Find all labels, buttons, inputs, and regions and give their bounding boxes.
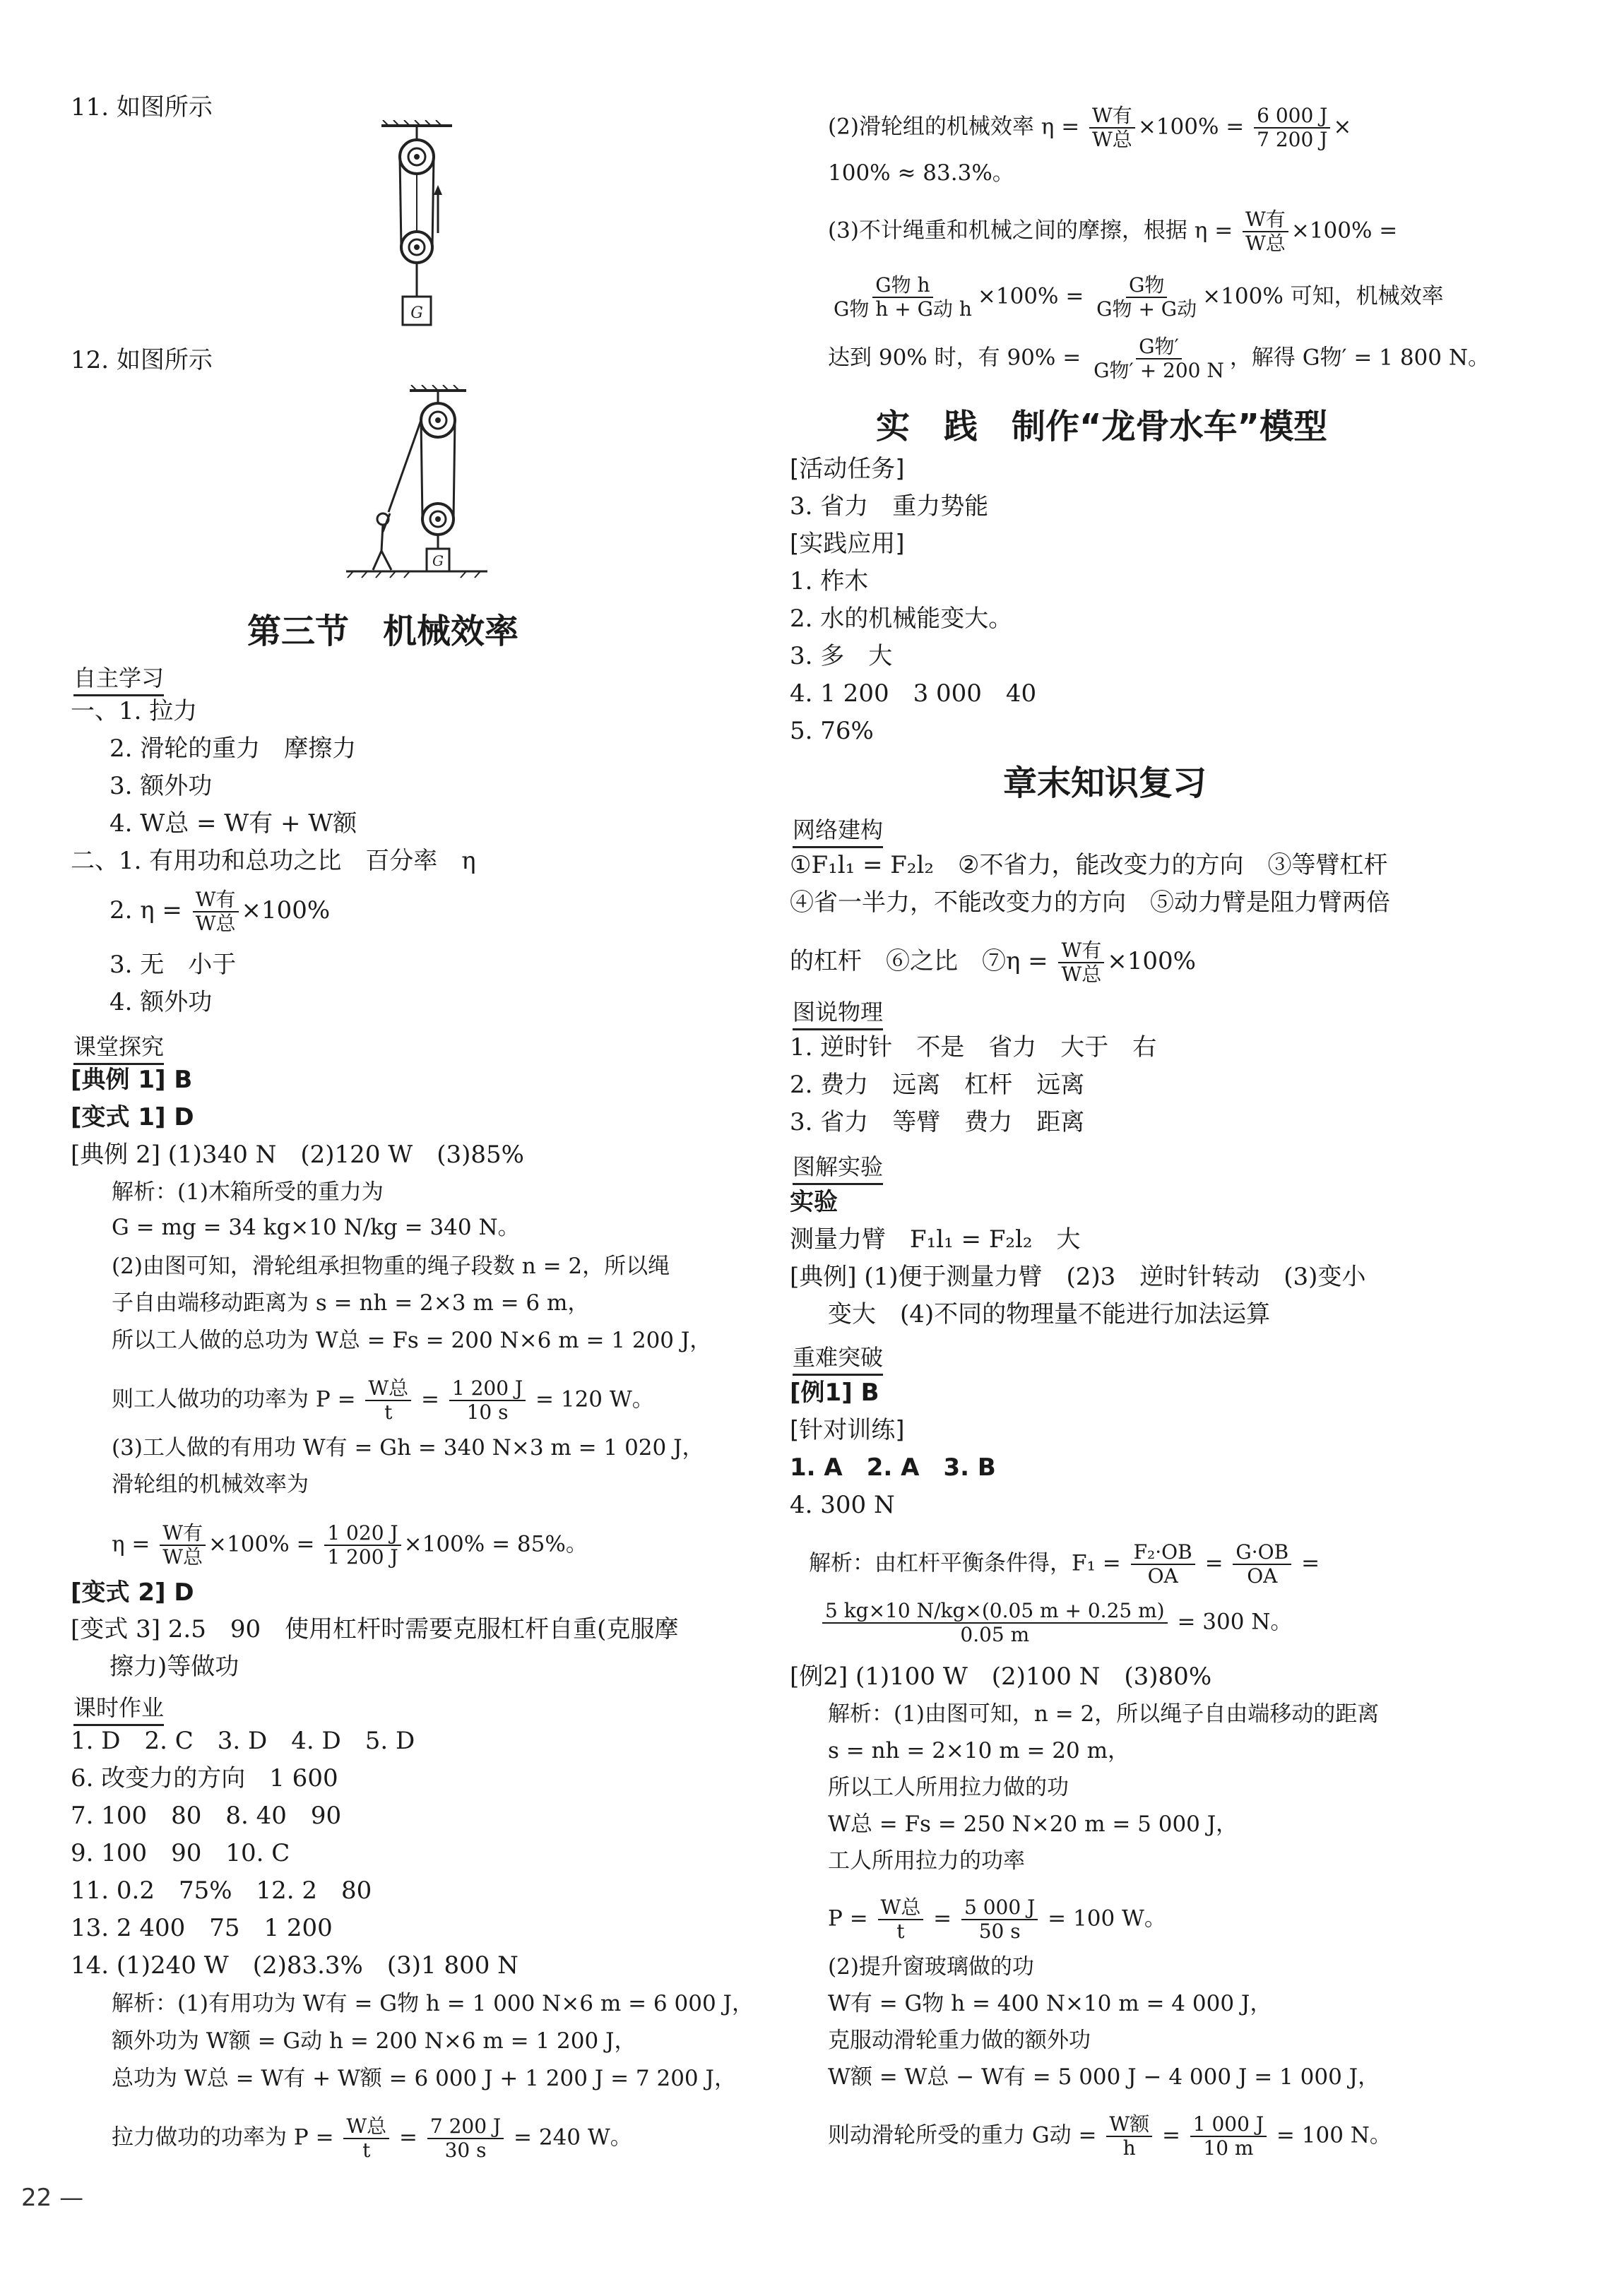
formula-line: 达到 90% 时，有 90% = $\frac{\text{G物′}}{\text{G物′ + 200 N}}$ ，解得 G物′ = 1 800 N。 [828, 335, 1490, 382]
line: 1. 逆时针 不是 省力 大于 右 [790, 1033, 1157, 1061]
line: 滑轮组的机械效率为 [112, 1472, 309, 1497]
line: 4. W总 = W有 + W额 [109, 809, 357, 838]
line: 工人所用拉力的功率 [828, 1848, 1025, 1874]
line: 1. D 2. C 3. D 4. D 5. D [71, 1727, 415, 1755]
formula-line: η = $\frac{\text{W有}}{\text{W总}}$ ×100% = $\frac{1 020 J}{1 200 J}$ ×100% = 85%。 [112, 1521, 588, 1569]
line: 4. 300 N [790, 1491, 895, 1519]
page-number: 22 — [21, 2184, 84, 2212]
line: 测量力臂 F₁l₁ = F₂l₂ 大 [790, 1225, 1081, 1254]
line: 一、1. 拉力 [71, 697, 198, 725]
heading-zhongnan: 重难突破 [793, 1340, 883, 1376]
heading-ketang: 课堂探究 [73, 1029, 164, 1065]
line: (2)由图可知，滑轮组承担物重的绳子段数 n = 2，所以绳 [112, 1254, 670, 1279]
line: 子自由端移动距离为 s = nh = 2×3 m = 6 m， [112, 1290, 590, 1316]
practice-title: 实 践 制作“龙骨水车”模型 [876, 407, 1328, 446]
line: G = mg = 34 kg×10 N/kg = 340 N。 [112, 1215, 520, 1240]
line: W额 = W总 − W有 = 5 000 J − 4 000 J = 1 000 J， [828, 2064, 1380, 2090]
pulley-figure-12 [339, 385, 487, 579]
line: 克服动滑轮重力做的额外功 [828, 2028, 1091, 2053]
line: 11. 0.2 75% 12. 2 80 [71, 1876, 372, 1905]
section-title: 第三节 机械效率 [247, 612, 519, 651]
line: 所以工人所用拉力做的功 [828, 1775, 1069, 1800]
heading-wangluo: 网络建构 [793, 812, 883, 848]
line: 3. 多 大 [790, 642, 893, 670]
formula-line: 则工人做功的功率为 P = $\frac{\text{W总}}{t}$ = $\frac{1 200 J}{10 s}$ = 120 W。 [112, 1376, 654, 1424]
pulley-figure-11 [367, 120, 466, 339]
formula-line: $\frac{5 kg\times 10 N/kg\times(0.05 m + 0.25 m)}{0.05 m}$ = 300 N。 [819, 1600, 1292, 1646]
line: [变式 1] D [71, 1103, 194, 1131]
formula-line: 拉力做功的功率为 P = $\frac{\text{W总}}{t}$ = $\frac{7 200 J}{30 s}$ = 240 W。 [112, 2114, 632, 2162]
line: 3. 省力 等臂 费力 距离 [790, 1108, 1085, 1136]
q11-label: 11. 如图所示 [71, 93, 213, 121]
line: [例1] B [790, 1379, 879, 1407]
heading-zizhu: 自主学习 [73, 660, 164, 696]
line: 3. 无 小于 [109, 951, 237, 979]
formula-line: 则动滑轮所受的重力 G动 = $\frac{\text{W额}}{h}$ = $\frac{1 000 J}{10 m}$ = 100 N。 [828, 2112, 1392, 2160]
line: [实践应用] [790, 530, 905, 558]
line: 100% ≈ 83.3%。 [828, 160, 1014, 186]
line: 解析：(1)木箱所受的重力为 [112, 1179, 384, 1205]
formula-line: $\frac{\text{G物 h}}{\text{G物 h + G动 h}}$ ×100% = $\frac{\text{G物}}{\text{G物 + G动}}$ ×100% 可知，机械效率 [834, 273, 1444, 321]
formula-line: 解析：由杠杆平衡条件得，F₁ = $\frac{\text{F₂·OB}}{OA}$ = $\frac{G\cdot OB}{OA}$ = [809, 1540, 1320, 1588]
formula-line: 的杠杆 ⑥之比 ⑦η = $\frac{\text{W有}}{\text{W总}}$ ×100% [790, 939, 1196, 986]
line: W总 = Fs = 250 N×20 m = 5 000 J， [828, 1812, 1238, 1837]
line: s = nh = 2×10 m = 20 m， [828, 1738, 1130, 1763]
formula-line: (2)滑轮组的机械效率 η = $\frac{\text{W有}}{\text{W总}}$ ×100% = $\frac{6 000 J}{7 200 J}$ × [828, 104, 1352, 151]
q12-label: 12. 如图所示 [71, 346, 213, 374]
heading-tushuo: 图说物理 [793, 994, 883, 1030]
line: ①F₁l₁ = F₂l₂ ②不省力，能改变力的方向 ③等臂杠杆 [790, 851, 1388, 879]
fig11-g-label: G [410, 304, 423, 322]
line: [针对训练] [790, 1416, 905, 1444]
line: 3. 额外功 [109, 772, 213, 800]
heading-keshi: 课时作业 [73, 1690, 164, 1726]
line: [典例] (1)便于测量力臂 (2)3 逆时针转动 (3)变小 [790, 1263, 1366, 1291]
line: 4. 额外功 [109, 988, 213, 1016]
review-title: 章末知识复习 [1003, 763, 1207, 803]
line: [例2] (1)100 W (2)100 N (3)80% [790, 1662, 1212, 1691]
formula-line: 2. η = $\frac{\text{W有}}{\text{W总}}$ ×100% [109, 888, 331, 935]
heading-tujie: 图解实验 [793, 1149, 883, 1185]
line: 解析：(1)由图可知，n = 2，所以绳子自由端移动的距离 [828, 1701, 1380, 1727]
line: 4. 1 200 3 000 40 [790, 679, 1037, 708]
line: 14. (1)240 W (2)83.3% (3)1 800 N [71, 1951, 518, 1980]
line: 2. 费力 远离 杠杆 远离 [790, 1071, 1085, 1099]
line: [变式 2] D [71, 1578, 194, 1607]
line: 1. 柞木 [790, 567, 869, 595]
line: 额外功为 W额 = G动 h = 200 N×6 m = 1 200 J， [112, 2028, 636, 2054]
line: 3. 省力 重力势能 [790, 492, 989, 521]
line: 7. 100 80 8. 40 90 [71, 1802, 342, 1830]
line: 9. 100 90 10. C [71, 1839, 290, 1867]
line: 2. 滑轮的重力 摩擦力 [109, 734, 357, 763]
line: [典例 2] (1)340 N (2)120 W (3)85% [71, 1141, 524, 1169]
line: ④省一半力，不能改变力的方向 ⑤动力臂是阻力臂两倍 [790, 888, 1390, 917]
line: 5. 76% [790, 717, 874, 745]
line: 总功为 W总 = W有 + W额 = 6 000 J + 1 200 J = 7 200 J， [112, 2066, 736, 2091]
formula-line: (3)不计绳重和机械之间的摩擦，根据 η = $\frac{\text{W有}}{\text{W总}}$ ×100% = [828, 208, 1398, 255]
line: [活动任务] [790, 455, 905, 483]
line: 所以工人做的总功为 W总 = Fs = 200 N×6 m = 1 200 J， [112, 1328, 712, 1353]
line: [典例 1] B [71, 1066, 193, 1094]
line: (3)工人做的有用功 W有 = Gh = 340 N×3 m = 1 020 J， [112, 1435, 704, 1461]
formula-line: P = $\frac{\text{W总}}{t}$ = $\frac{5 000 J}{50 s}$ = 100 W。 [828, 1896, 1166, 1943]
line: 13. 2 400 75 1 200 [71, 1914, 333, 1942]
line: 解析：(1)有用功为 W有 = G物 h = 1 000 N×6 m = 6 000 J， [112, 1991, 754, 2016]
line: 二、1. 有用功和总功之比 百分率 η [71, 847, 476, 875]
line: [变式 3] 2.5 90 使用杠杆时需要克服杠杆自重(克服摩 [71, 1615, 679, 1643]
line: 变大 (4)不同的物理量不能进行加法运算 [828, 1300, 1271, 1328]
line: 2. 水的机械能变大。 [790, 605, 1013, 633]
line: 擦力)等做功 [109, 1653, 239, 1681]
line: 1. A 2. A 3. B [790, 1453, 996, 1482]
line: W有 = G物 h = 400 N×10 m = 4 000 J， [828, 1991, 1272, 2016]
line: 实验 [790, 1188, 838, 1216]
fig12-g-label: G [432, 552, 444, 569]
line: 6. 改变力的方向 1 600 [71, 1764, 338, 1792]
line: (2)提升窗玻璃做的功 [828, 1954, 1034, 1980]
